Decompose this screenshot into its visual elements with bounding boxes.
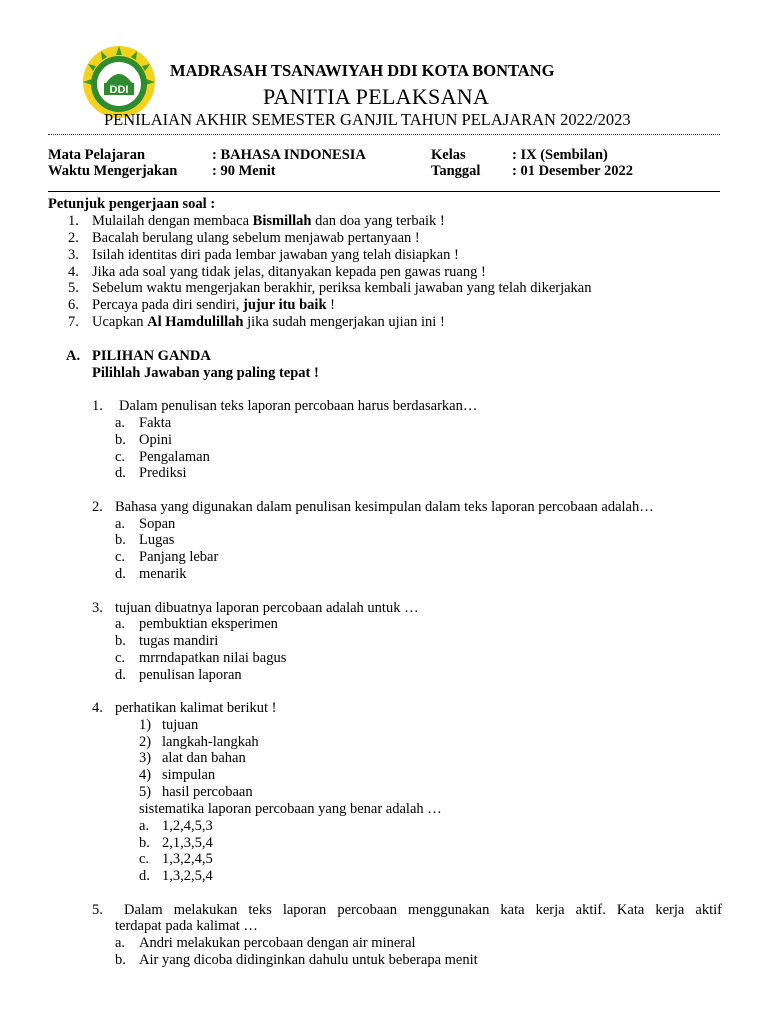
instruction-item: Isilah identitas diri pada lembar jawaban yang telah disiapkan !	[92, 247, 459, 263]
section-subtitle: Pilihlah Jawaban yang paling tepat !	[92, 365, 319, 381]
option-text: penulisan laporan	[139, 667, 242, 683]
instruction-item: Ucapkan Al Hamdulillah jika sudah mengerjakan ujian ini !	[92, 314, 445, 330]
instruction-num: 5.	[68, 280, 79, 296]
list-item: hasil percobaan	[162, 784, 253, 800]
solid-divider	[48, 191, 720, 192]
option-text: 1,2,4,5,3	[162, 818, 213, 834]
instruction-num: 6.	[68, 297, 79, 313]
question-text: Dalam penulisan teks laporan percobaan harus berdasarkan…	[119, 398, 478, 414]
list-item: tujuan	[162, 717, 199, 733]
question-prompt: sistematika laporan percobaan yang benar adalah …	[139, 801, 442, 817]
list-number: 2)	[139, 734, 152, 750]
instruction-item: Jika ada soal yang tidak jelas, ditanyakan kepada pen gawas ruang !	[92, 264, 486, 280]
instruction-num: 7.	[68, 314, 79, 330]
option-text: Lugas	[139, 532, 175, 548]
option-text: 1,3,2,5,4	[162, 868, 213, 884]
time-label: Waktu Mengerjakan	[48, 163, 178, 179]
option-letter: a.	[115, 415, 126, 431]
option-text: Panjang lebar	[139, 549, 219, 565]
list-number: 5)	[139, 784, 152, 800]
option-letter: b.	[115, 633, 126, 649]
list-item: langkah-langkah	[162, 734, 259, 750]
option-letter: a.	[115, 935, 126, 951]
option-letter: a.	[115, 516, 126, 532]
instruction-num: 4.	[68, 264, 79, 280]
option-text: pembuktian eksperimen	[139, 616, 278, 632]
option-letter: b.	[115, 432, 126, 448]
instruction-num: 1.	[68, 213, 79, 229]
option-text: Andri melakukan percobaan dengan air mineral	[139, 935, 416, 951]
section-letter: A.	[66, 348, 81, 364]
option-letter: a.	[139, 818, 150, 834]
list-number: 1)	[139, 717, 152, 733]
option-text: menarik	[139, 566, 187, 582]
question-number: 2.	[92, 499, 103, 515]
option-letter: b.	[115, 532, 126, 548]
option-letter: c.	[115, 449, 126, 465]
question-text: perhatikan kalimat berikut !	[115, 700, 277, 716]
option-letter: c.	[115, 549, 126, 565]
instruction-item: Sebelum waktu mengerjakan berakhir, periksa kembali jawaban yang telah dikerjakan	[92, 280, 592, 296]
list-number: 3)	[139, 750, 152, 766]
option-letter: b.	[139, 835, 150, 851]
question-number: 3.	[92, 600, 103, 616]
instructions-title: Petunjuk pengerjaan soal :	[48, 196, 216, 212]
question-text: tujuan dibuatnya laporan percobaan adalah untuk …	[115, 600, 419, 616]
option-text: 2,1,3,5,4	[162, 835, 213, 851]
option-letter: a.	[115, 616, 126, 632]
option-text: 1,3,2,4,5	[162, 851, 213, 867]
question-text: Dalam melakukan teks laporan percobaan menggunakan kata kerja aktif. Kata kerja aktif	[124, 902, 722, 918]
option-text: Sopan	[139, 516, 176, 532]
option-text: Prediksi	[139, 465, 187, 481]
list-number: 4)	[139, 767, 152, 783]
option-letter: b.	[115, 952, 126, 968]
instruction-item: Mulailah dengan membaca Bismillah dan doa yang terbaik !	[92, 213, 445, 229]
question-number: 1.	[92, 398, 103, 414]
question-text: Bahasa yang digunakan dalam penulisan kesimpulan dalam teks laporan percobaan adalah…	[115, 499, 654, 515]
question-text-continued: terdapat pada kalimat …	[115, 918, 258, 934]
subject-value: : BAHASA INDONESIA	[212, 147, 366, 163]
option-letter: d.	[115, 566, 126, 582]
class-label: Kelas	[431, 147, 466, 163]
school-logo	[82, 45, 156, 119]
question-number: 4.	[92, 700, 103, 716]
option-letter: d.	[115, 667, 126, 683]
instruction-item: Bacalah berulang ulang sebelum menjawab pertanyaan !	[92, 230, 420, 246]
class-value: : IX (Sembilan)	[512, 147, 608, 163]
subject-label: Mata Pelajaran	[48, 147, 146, 163]
instruction-item: Percaya pada diri sendiri, jujur itu baik !	[92, 297, 335, 313]
option-letter: c.	[139, 851, 150, 867]
option-text: Air yang dicoba didinginkan dahulu untuk beberapa menit	[139, 952, 478, 968]
instruction-num: 3.	[68, 247, 79, 263]
list-item: alat dan bahan	[162, 750, 246, 766]
section-title: PILIHAN GANDA	[92, 348, 211, 364]
exam-title: PENILAIAN AKHIR SEMESTER GANJIL TAHUN PELAJARAN 2022/2023	[104, 110, 631, 129]
option-letter: d.	[115, 465, 126, 481]
dotted-divider	[48, 134, 720, 135]
option-letter: d.	[139, 868, 150, 884]
option-text: tugas mandiri	[139, 633, 219, 649]
list-item: simpulan	[162, 767, 216, 783]
committee-title: PANITIA PELAKSANA	[263, 84, 490, 109]
logo-text: DDI	[109, 84, 129, 96]
option-text: Pengalaman	[139, 449, 210, 465]
option-letter: c.	[115, 650, 126, 666]
date-label: Tanggal	[431, 163, 481, 179]
school-name: MADRASAH TSANAWIYAH DDI KOTA BONTANG	[170, 61, 555, 80]
date-value: : 01 Desember 2022	[512, 163, 633, 179]
question-number: 5.	[92, 902, 103, 918]
time-value: : 90 Menit	[212, 163, 276, 179]
option-text: mrrndapatkan nilai bagus	[139, 650, 287, 666]
option-text: Opini	[139, 432, 173, 448]
instruction-num: 2.	[68, 230, 79, 246]
option-text: Fakta	[139, 415, 172, 431]
